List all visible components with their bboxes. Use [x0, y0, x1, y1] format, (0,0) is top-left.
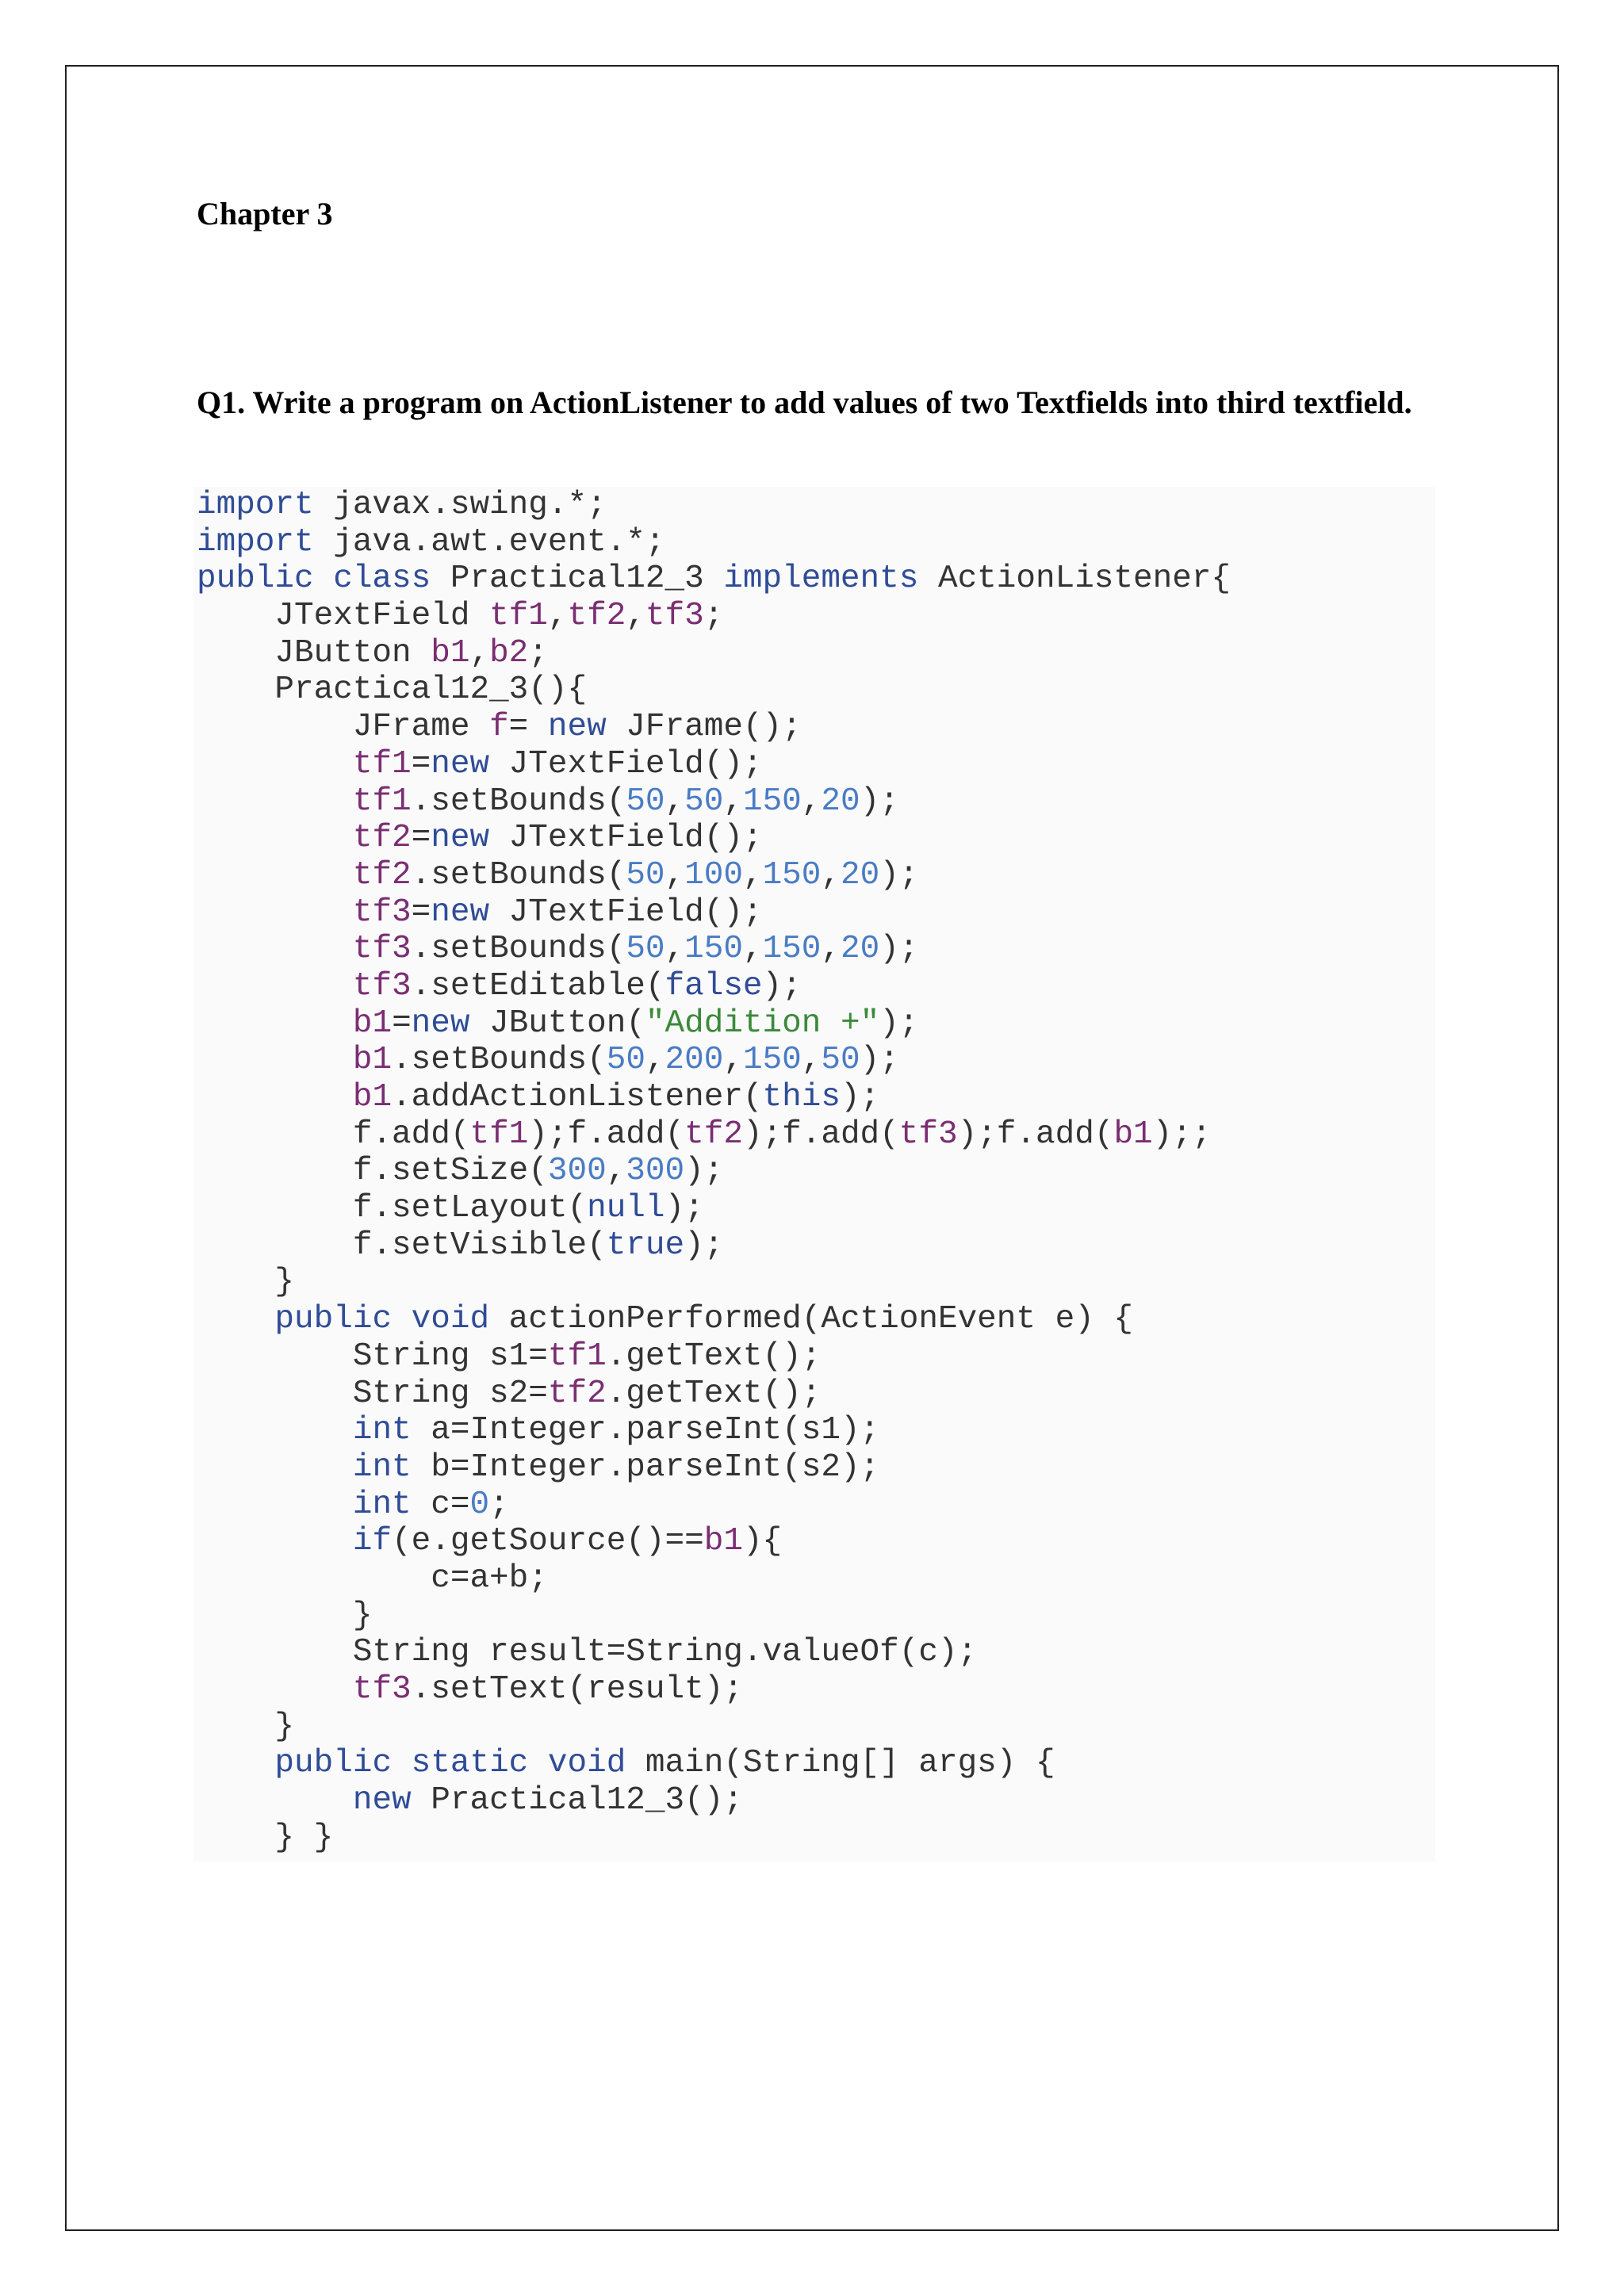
- code-text: .setBounds(: [392, 1042, 607, 1079]
- code-text: [197, 894, 353, 931]
- code-text: );: [684, 1153, 724, 1190]
- code-text: );f.add(: [528, 1115, 685, 1153]
- code-number: 300: [626, 1153, 685, 1190]
- code-text: String s1=: [197, 1337, 548, 1375]
- code-text: Practical12_3();: [411, 1782, 743, 1820]
- code-text: String result=String.valueOf(c);: [197, 1634, 978, 1671]
- code-text: c=a+b;: [197, 1559, 548, 1597]
- code-line: [197, 894, 1231, 932]
- code-number: 50: [626, 856, 665, 894]
- chapter-title: Chapter 3: [197, 196, 333, 232]
- code-number: 20: [821, 783, 860, 820]
- code-text: JFrame: [197, 709, 490, 746]
- code-text: [197, 1745, 274, 1781]
- code-text: ,: [645, 1042, 665, 1079]
- code-identifier: tf1: [489, 598, 548, 635]
- code-text: .getText();: [606, 1375, 822, 1412]
- code-number: 150: [742, 1042, 802, 1079]
- code-text: JTextField: [197, 598, 490, 635]
- code-text: ,: [801, 783, 822, 820]
- code-text: [197, 1449, 353, 1486]
- code-text: [197, 820, 353, 856]
- code-line: [197, 1301, 1231, 1338]
- code-keyword: new: [547, 709, 607, 746]
- code-text: );f.add(: [957, 1115, 1114, 1153]
- code-identifier: tf3: [352, 967, 412, 1004]
- code-keyword: public void: [274, 1301, 490, 1338]
- code-keyword: new: [431, 745, 490, 783]
- code-line: [197, 1338, 1231, 1376]
- question-text: Q1. Write a program on ActionListener to add values of two Textfields into third textfield.: [197, 385, 1412, 420]
- code-text: );: [840, 1079, 880, 1115]
- code-text: [197, 1523, 353, 1559]
- code-line: [197, 1412, 1231, 1449]
- code-text: ,: [547, 598, 568, 635]
- code-text: [197, 1487, 353, 1523]
- code-identifier: tf2: [352, 856, 412, 894]
- code-text: [197, 1005, 353, 1042]
- code-identifier: tf3: [352, 894, 412, 931]
- code-line: [197, 709, 1231, 746]
- code-identifier: b1: [431, 634, 470, 672]
- code-text: [197, 746, 353, 783]
- code-text: );: [860, 1042, 899, 1079]
- code-keyword: int: [352, 1486, 412, 1523]
- code-text: .setBounds(: [411, 931, 626, 968]
- code-text: ,: [723, 1042, 743, 1079]
- code-listing: [197, 487, 1231, 1856]
- code-text: JFrame();: [606, 709, 802, 746]
- code-text: actionPerformed(ActionEvent e) {: [489, 1301, 1134, 1338]
- code-text: String s2=: [197, 1375, 548, 1412]
- code-line: [197, 1560, 1231, 1598]
- code-string: "Addition +": [645, 1004, 880, 1042]
- code-text: [197, 1412, 353, 1448]
- code-text: );: [879, 931, 919, 968]
- code-keyword: if: [352, 1523, 393, 1560]
- code-line: [197, 1634, 1231, 1671]
- code-text: ){: [742, 1523, 783, 1560]
- code-keyword: true: [606, 1226, 685, 1264]
- code-text: Practical12_3: [431, 561, 724, 598]
- code-identifier: tf3: [352, 1671, 412, 1708]
- code-text: ,: [665, 856, 685, 894]
- code-line: [197, 1745, 1231, 1782]
- code-identifier: tf3: [898, 1115, 958, 1153]
- code-identifier: b1: [352, 1004, 393, 1042]
- code-identifier: tf3: [352, 931, 412, 968]
- code-identifier: b1: [352, 1042, 393, 1079]
- code-text: ,: [821, 856, 841, 894]
- code-identifier: f: [489, 709, 509, 746]
- code-line: [197, 931, 1231, 968]
- code-text: =: [411, 820, 431, 857]
- code-text: main(String[] args) {: [626, 1745, 1055, 1782]
- code-text: b=Integer.parseInt(s2);: [411, 1448, 880, 1486]
- code-text: );: [684, 1226, 724, 1264]
- code-keyword: new: [352, 1782, 412, 1820]
- code-text: ;: [703, 598, 724, 635]
- code-line: [197, 968, 1231, 1005]
- code-text: javax.swing.*;: [313, 487, 607, 523]
- code-line: [197, 1782, 1231, 1820]
- code-text: ,: [665, 783, 685, 820]
- code-text: }: [197, 1708, 295, 1745]
- code-text: ,: [821, 931, 841, 968]
- code-number: 50: [821, 1042, 860, 1079]
- code-line: [197, 783, 1231, 821]
- code-line: [197, 746, 1231, 783]
- code-text: ,: [742, 931, 763, 968]
- code-identifier: tf1: [547, 1337, 607, 1375]
- code-text: f.add(: [197, 1115, 470, 1153]
- code-number: 150: [684, 931, 743, 968]
- code-text: a=Integer.parseInt(s1);: [411, 1412, 880, 1449]
- code-text: [197, 931, 353, 967]
- code-text: }: [197, 1597, 373, 1634]
- code-text: ,: [469, 634, 490, 672]
- code-text: [197, 857, 353, 894]
- code-text: ;: [489, 1486, 509, 1523]
- code-text: );;: [1152, 1115, 1212, 1153]
- code-text: f.setVisible(: [197, 1226, 607, 1264]
- code-line: [197, 1671, 1231, 1709]
- code-line: [197, 1820, 1231, 1857]
- code-line: [197, 561, 1231, 598]
- code-identifier: b1: [1113, 1115, 1153, 1153]
- code-keyword: new: [431, 894, 490, 931]
- code-identifier: tf1: [352, 745, 412, 783]
- code-text: );: [665, 1190, 704, 1227]
- code-line: [197, 820, 1231, 857]
- code-text: JTextField();: [489, 820, 763, 857]
- code-identifier: tf2: [567, 598, 626, 635]
- code-number: 150: [762, 931, 822, 968]
- code-line: [197, 672, 1231, 709]
- code-text: =: [411, 894, 431, 931]
- code-identifier: b2: [489, 634, 529, 672]
- code-keyword: public class: [197, 561, 431, 598]
- code-text: [197, 1301, 274, 1337]
- code-line: [197, 1487, 1231, 1524]
- code-text: );: [860, 783, 899, 820]
- code-text: );f.add(: [742, 1115, 899, 1153]
- code-number: 300: [547, 1153, 607, 1190]
- code-text: ,: [742, 856, 763, 894]
- code-line: [197, 1190, 1231, 1227]
- code-text: .setText(result);: [411, 1671, 743, 1708]
- code-number: 50: [626, 931, 665, 968]
- code-text: [197, 1782, 353, 1819]
- code-line: [197, 1227, 1231, 1265]
- code-identifier: tf1: [352, 783, 412, 820]
- code-text: .addActionListener(: [392, 1079, 763, 1115]
- code-line: [197, 487, 1231, 524]
- code-text: );: [762, 967, 802, 1004]
- code-identifier: tf2: [684, 1115, 743, 1153]
- code-text: [197, 1079, 353, 1115]
- code-identifier: tf1: [469, 1115, 529, 1153]
- code-number: 50: [684, 783, 724, 820]
- code-line: [197, 1005, 1231, 1043]
- code-text: JTextField();: [489, 745, 763, 783]
- code-text: [197, 1671, 353, 1708]
- code-text: [197, 968, 353, 1004]
- code-line: [197, 857, 1231, 894]
- code-text: JTextField();: [489, 894, 763, 931]
- code-line: [197, 1079, 1231, 1116]
- code-number: 50: [626, 783, 665, 820]
- code-line: [197, 1116, 1231, 1154]
- code-line: [197, 635, 1231, 672]
- code-identifier: tf2: [547, 1375, 607, 1412]
- code-text: .setEditable(: [411, 967, 665, 1004]
- code-text: );: [879, 856, 919, 894]
- code-keyword: false: [665, 967, 763, 1004]
- code-text: ,: [626, 598, 645, 635]
- code-text: (e.getSource()==: [392, 1523, 704, 1560]
- code-text: =: [392, 1004, 412, 1042]
- code-keyword: import: [197, 523, 314, 561]
- code-identifier: tf3: [645, 598, 704, 635]
- code-block: [193, 487, 1435, 1862]
- code-identifier: b1: [352, 1079, 393, 1115]
- code-line: [197, 1523, 1231, 1560]
- code-identifier: tf2: [352, 820, 412, 857]
- code-line: [197, 1264, 1231, 1301]
- code-line: [197, 1449, 1231, 1487]
- code-text: ActionListener{: [918, 561, 1231, 598]
- code-number: 100: [684, 856, 743, 894]
- code-keyword: null: [587, 1190, 665, 1227]
- code-text: } }: [197, 1819, 334, 1856]
- code-number: 200: [665, 1042, 724, 1079]
- code-text: =: [411, 745, 431, 783]
- code-text: f.setSize(: [197, 1153, 548, 1190]
- code-text: Practical12_3(){: [197, 672, 588, 709]
- code-text: ,: [723, 783, 743, 820]
- code-keyword: new: [431, 820, 490, 857]
- code-text: [197, 783, 353, 820]
- code-text: [197, 1042, 353, 1078]
- code-line: [197, 524, 1231, 561]
- code-line: [197, 1042, 1231, 1079]
- code-keyword: this: [762, 1079, 841, 1115]
- code-text: .getText();: [606, 1337, 822, 1375]
- code-text: .setBounds(: [411, 856, 626, 894]
- code-line: [197, 1709, 1231, 1746]
- code-identifier: b1: [703, 1523, 743, 1560]
- code-text: .setBounds(: [411, 783, 626, 820]
- code-line: [197, 1598, 1231, 1635]
- code-text: ;: [528, 634, 548, 672]
- code-keyword: import: [197, 487, 314, 523]
- code-keyword: new: [411, 1004, 470, 1042]
- code-text: }: [197, 1264, 295, 1301]
- code-number: 20: [840, 931, 880, 968]
- code-text: ,: [665, 931, 685, 968]
- code-line: [197, 598, 1231, 635]
- code-text: JButton(: [469, 1004, 645, 1042]
- code-number: 150: [742, 783, 802, 820]
- code-number: 0: [469, 1486, 490, 1523]
- code-line: [197, 1153, 1231, 1190]
- code-text: =: [508, 709, 548, 746]
- code-keyword: implements: [723, 561, 919, 598]
- code-text: java.awt.event.*;: [313, 523, 665, 561]
- code-keyword: public static void: [274, 1745, 626, 1782]
- code-keyword: int: [352, 1412, 412, 1449]
- code-keyword: int: [352, 1448, 412, 1486]
- code-number: 150: [762, 856, 822, 894]
- code-line: [197, 1376, 1231, 1413]
- code-text: ,: [606, 1153, 626, 1190]
- code-text: f.setLayout(: [197, 1190, 588, 1227]
- code-text: JButton: [197, 634, 431, 672]
- code-text: );: [879, 1004, 919, 1042]
- code-number: 20: [840, 856, 880, 894]
- code-number: 50: [606, 1042, 645, 1079]
- code-text: ,: [801, 1042, 822, 1079]
- code-text: c=: [411, 1486, 470, 1523]
